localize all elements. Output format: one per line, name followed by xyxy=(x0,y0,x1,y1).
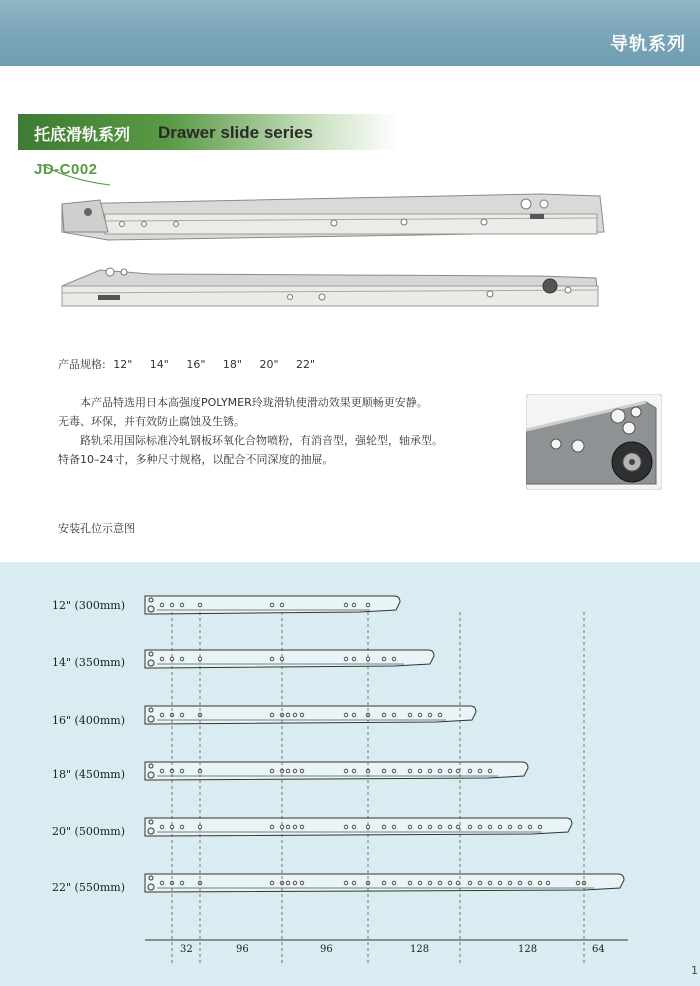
size-22: 22" xyxy=(296,358,316,371)
rail-label-20: 20" (500mm) xyxy=(52,825,125,838)
size-spec xyxy=(58,356,329,372)
size-20: 20" xyxy=(259,358,279,371)
section-title-cn: 托底滑轨系列 xyxy=(34,125,131,144)
size-spec-label: 产品规格: xyxy=(58,358,106,371)
mounting-holes-title: 安装孔位示意图 xyxy=(58,522,135,535)
rail-label-16: 16" (400mm) xyxy=(52,714,125,727)
lower-rail xyxy=(62,268,598,306)
rail-label-12: 12" (300mm) xyxy=(52,599,125,612)
rail-outline xyxy=(145,596,400,614)
roller-closeup-photo xyxy=(526,394,662,490)
rail-outline xyxy=(145,650,434,668)
product-description xyxy=(58,393,498,469)
dimension-label: 96 xyxy=(320,944,333,955)
description-line: 特备10–24寸，多种尺寸规格，以配合不同深度的抽屉。 xyxy=(58,453,334,466)
size-14: 14" xyxy=(149,358,169,371)
rail-outline xyxy=(145,706,476,724)
description-line: 路轨采用国际标准冷轧钢板环氧化合物喷粉，有消音型，强轮型，轴承型。 xyxy=(80,434,443,447)
description-line: 无毒、环保，并有效防止腐蚀及生锈。 xyxy=(58,415,245,428)
description-line: 本产品特选用日本高强度POLYMER玲珑滑轨使滑动效果更顺畅更安静。 xyxy=(80,396,428,409)
rail-outline xyxy=(145,874,624,892)
upper-rail xyxy=(62,194,604,240)
size-18: 18" xyxy=(222,358,242,371)
page-number: 1 xyxy=(691,964,698,977)
model-number: JD-C002 xyxy=(34,161,98,178)
callout-line xyxy=(42,165,110,185)
rail-label-18: 18" (450mm) xyxy=(52,768,125,781)
size-12: 12" xyxy=(113,358,133,371)
size-16: 16" xyxy=(186,358,206,371)
section-title-en: Drawer slide series xyxy=(158,123,313,142)
dimension-label: 96 xyxy=(236,944,249,955)
rail-outline xyxy=(145,762,528,780)
dimension-label: 128 xyxy=(410,944,430,955)
series-title: 导轨系列 xyxy=(610,34,686,55)
dimension-label: 64 xyxy=(592,944,605,955)
rail-label-22: 22" (550mm) xyxy=(52,881,125,894)
header-band xyxy=(0,0,700,66)
product-photo xyxy=(0,150,700,330)
dimension-label: 128 xyxy=(518,944,538,955)
dimension-label: 32 xyxy=(180,944,193,955)
rail-label-14: 14" (350mm) xyxy=(52,656,125,669)
